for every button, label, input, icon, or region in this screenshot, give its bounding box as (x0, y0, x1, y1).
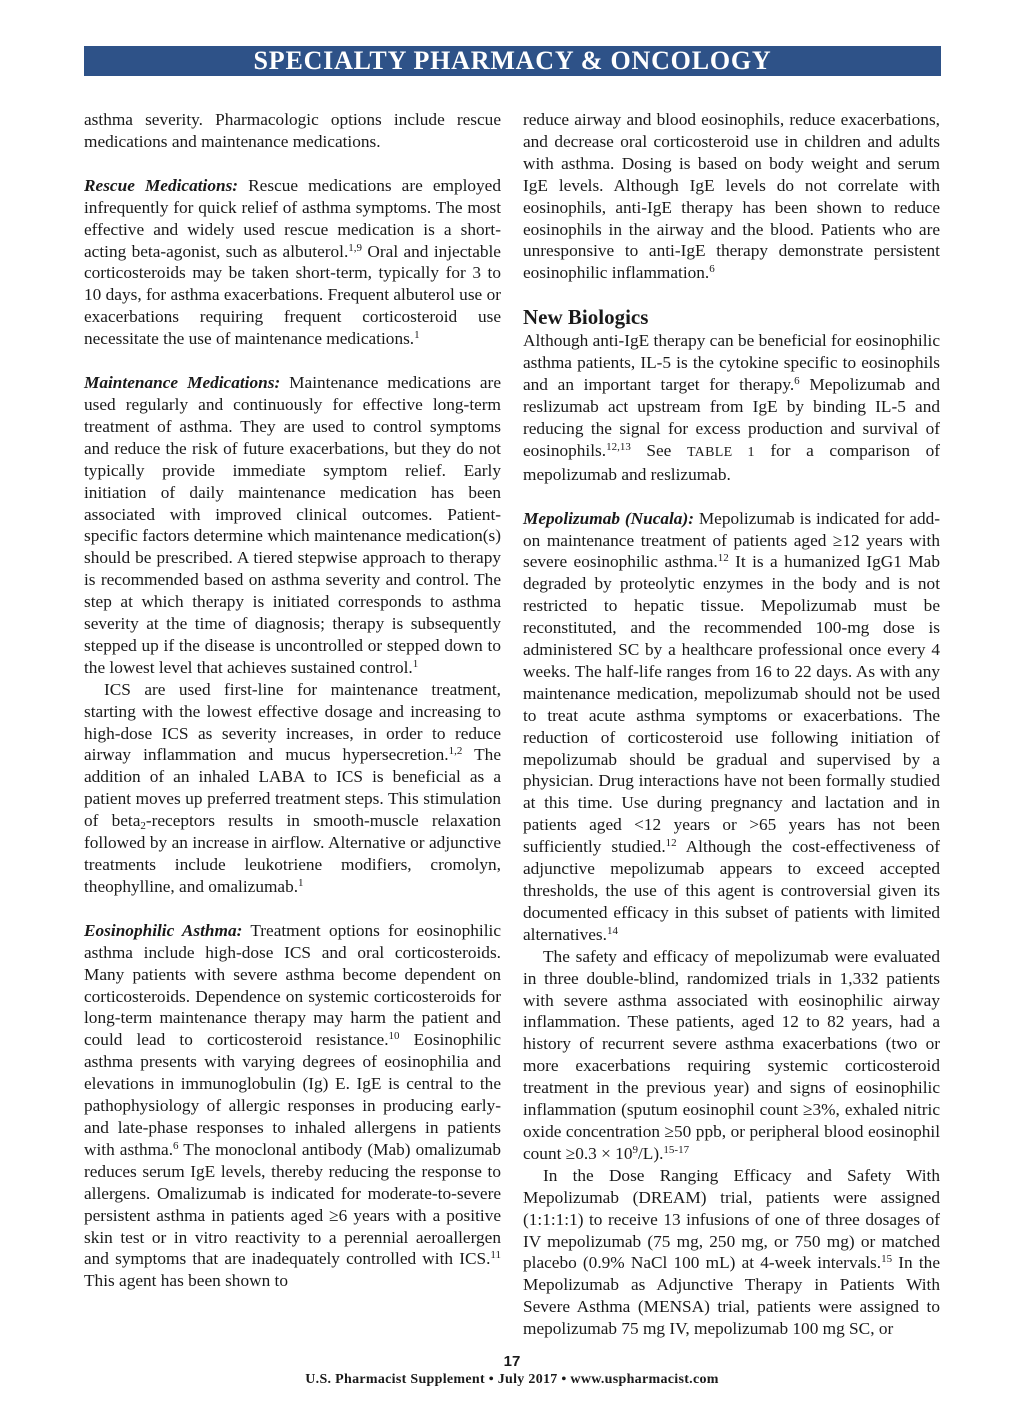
page-number: 17 (503, 1353, 521, 1370)
paragraph-intro: asthma severity. Pharmacologic options include rescue medications and maintenance medications. (84, 110, 501, 151)
citation: 1,9 (348, 241, 363, 254)
table-reference: TABLE 1 (686, 444, 755, 460)
paragraph-maintenance-medications: Maintenance Medications: Maintenance medications are used regularly and continuously for effective long-term treatment of asthma. They are used to control symptoms and reduce the risk of future exacerbations, but they do not typically provide immediate symptom relief. Early initiation of daily maintenance medication has been associated with improved clinical outcomes. Patient-specific factors determine which maintenance medication(s) should be prescribed. A tiered stepwise approach to therapy is recommended based on asthma severity and control. The step at which therapy is initiated corresponds to asthma severity at the time of diagnosis; therapy is subsequently stepped up if the disease is uncontrolled or stepped down to the lowest level that achieves sustained control.$^1$ (84, 373, 501, 677)
citation: 1 (298, 876, 304, 889)
paragraph-dream-trial: In the Dose Ranging Efficacy and Safety With Mepolizumab (DREAM) trial, patients were assigned (1:1:1:1) to receive 13 infusions of one of three dosages of IV mepolizumab (75 mg, 250 mg, or 750 mg) or matched placebo (0.9% NaCl 100 mL) at 4-week intervals.$^{15}$ In the Mepolizumab as Adjunctive Therapy in Patients With Severe Asthma (MENSA) trial, patients were assigned to mepolizumab 75 mg IV, mepolizumab 100 mg SC, or (523, 1165, 940, 1339)
citation: 6 (173, 1139, 179, 1152)
citation: 12,13 (606, 440, 631, 453)
heading-new-biologics: New Biologics (523, 305, 649, 330)
eosinophilic-lead: Eosinophilic Asthma: (84, 920, 243, 940)
citation: 14 (606, 924, 618, 937)
exponent: 9 (632, 1143, 638, 1156)
paragraph-new-biologics: Although anti-IgE therapy can be beneficial for eosinophilic asthma patients, IL-5 is the cytokine specific to eosinophils and an important target for therapy.$^6$ Mepolizumab and reslizumab act upstream from IgE by binding IL-5 and reducing the signal for excess production and survival of eosinophils.$^{12,13}$ See TABLE 1 for a comparison of mepolizumab and reslizumab. (523, 331, 941, 484)
paragraph-rescue-medications: Rescue Medications: Rescue medications are employed infrequently for quick relief of asthma symptoms. The most effective and widely used rescue medication is a short-acting beta-agonist, such as albuterol.$^{1,9}$ Oral and injectable corticosteroids may be taken short-term, typically for 3 to 10 days, for asthma exacerbations. Frequent albuterol use or exacerbations requiring frequent corticosteroid use necessitate the use of maintenance medications.$^1$ (84, 175, 501, 349)
paragraph-eosinophilic-asthma: Eosinophilic Asthma: Treatment options for eosinophilic asthma include high-dose ICS and oral corticosteroids. Many patients with severe asthma become dependent on corticosteroids. Dependence on systemic corticosteroids for long-term maintenance therapy may harm the patient and could lead to corticosteroid resistance.$^{10}$ Eosinophilic asthma presents with varying degrees of eosinophilia and elevations in immunoglobulin (Ig) E. IgE is central to the pathophysiology of allergic responses in producing early- and late-phase responses to inhaled allergens in patients with asthma.$^6$ The monoclonal antibody (Mab) omalizumab reduces serum IgE levels, thereby reducing the response to allergens. Omalizumab is indicated for moderate-to-severe persistent asthma in patients aged ≥6 years with a positive skin test or in vitro reactivity to a perennial aeroallergen and symptoms that are inadequately controlled with ICS.$^{11}$ This agent has been shown to (84, 920, 501, 1291)
citation: 1,2 (448, 745, 463, 758)
citation: 12 (665, 837, 677, 850)
citation: 1 (414, 329, 420, 342)
rescue-lead: Rescue Medications: (84, 175, 239, 195)
paragraph-ics: ICS are used first-line for maintenance treatment, starting with the lowest effective dosage and increasing to high-dose ICS as severity increases, in order to reduce airway inflammation and mucus hypersecretion.$^{1,2}$ The addition of an inhaled LABA to ICS is beneficial as a patient moves up preferred treatment steps. This stimulation of beta$_2$-receptors results in smooth-muscle relaxation followed by an increase in airflow. Alternative or adjunctive treatments include leukotriene modifiers, cromolyn, theophylline, and omalizumab.$^1$ (84, 679, 501, 896)
citation: 12 (717, 552, 729, 565)
citation: 10 (388, 1030, 400, 1043)
mepolizumab-lead: Mepolizumab (Nucala): (523, 508, 694, 528)
maintenance-lead: Maintenance Medications: (84, 373, 281, 393)
subscript: 2 (140, 820, 146, 833)
paragraph-mepolizumab: Mepolizumab (Nucala): Mepolizumab is indicated for add-on maintenance treatment of patients aged ≥12 years with severe eosinophilic asthma.$^{12}$ It is a humanized IgG1 Mab degraded by proteolytic enzymes in the body and is not restricted to hepatic tissue. Mepolizumab must be reconstituted, and the recommended 100-mg dose is administered SC by a healthcare professional once every 4 weeks. The half-life ranges from 16 to 22 days. As with any maintenance medication, mepolizumab should not be used to treat acute asthma symptoms or exacerbations. The reduction of corticosteroid use following initiation of mepolizumab should be gradual and supervised by a physician. Drug interactions have not been formally studied at this time. Use during pregnancy and lactation and in patients aged <12 years or >65 years has not been sufficiently studied.$^{12}$ Although the cost-effectiveness of adjunctive mepolizumab appears to exceed accepted thresholds, the use of this agent is controversial given its documented efficacy in this subset of patients with limited alternatives.$^{14}$ (523, 508, 940, 944)
citation: 6 (709, 263, 715, 276)
citation: 6 (794, 375, 800, 388)
publication-footer: U.S. Pharmacist Supplement • July 2017 • www.uspharmacist.com (305, 1372, 719, 1387)
section-banner: SPECIALTY PHARMACY & ONCOLOGY (84, 46, 941, 76)
right-column (523, 109, 940, 1340)
paragraph-continuation: reduce airway and blood eosinophils, reduce exacerbations, and decrease oral corticosteroid use in children and adults with asthma. Dosing is based on body weight and serum IgE levels. Although IgE levels do not correlate with eosinophils, anti-IgE therapy has been shown to reduce eosinophils in the airway and the blood. Patients who are unresponsive to anti-IgE therapy demonstrate persistent eosinophilic inflammation.$^6$ (523, 110, 940, 283)
citation: 15-17 (663, 1143, 690, 1156)
citation: 11 (490, 1249, 501, 1262)
paragraph-safety-efficacy: The safety and efficacy of mepolizumab were evaluated in three double-blind, randomized trials in 1,332 patients with severe asthma associated with eosinophilic airway inflammation. These patients, aged 12 to 82 years, had a history of recurrent severe asthma exacerbations (two or more exacerbations requiring systemic corticosteroid treatment in the previous year) and signs of eosinophilic inflammation (sputum eosinophil count ≥3%, exhaled nitric oxide concentration ≥50 ppb, or peripheral blood eosinophil count $\ge 0.3 \times 10^9/L).^{15-17}$ (523, 946, 940, 1163)
citation: 1 (412, 657, 419, 670)
left-column (84, 109, 501, 1292)
citation: 15 (881, 1253, 893, 1266)
